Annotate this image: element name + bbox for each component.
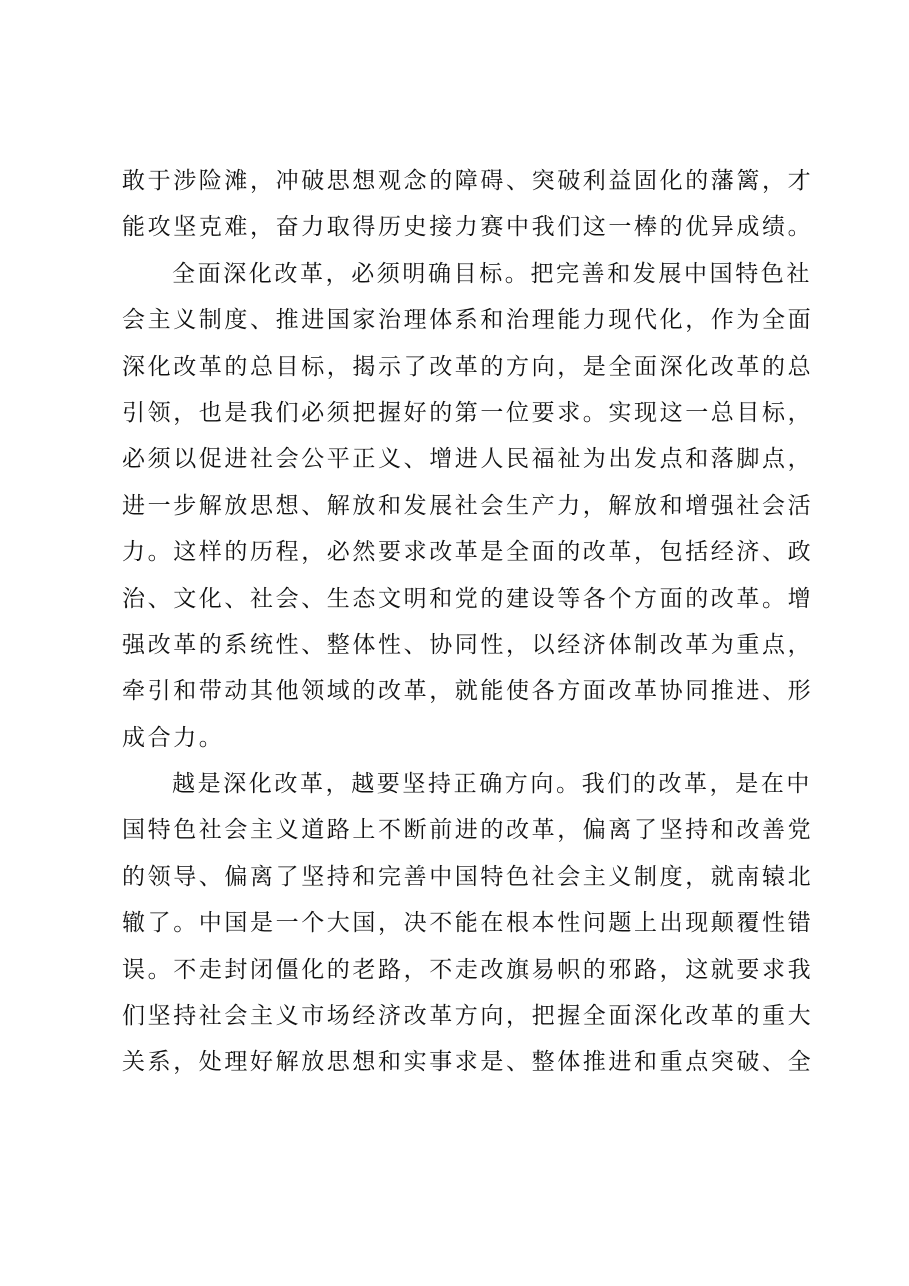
text-line: 力。这样的历程，必然要求改革是全面的改革，包括经济、政 <box>122 539 814 566</box>
text-line: 越是深化改革，越要坚持正确方向。我们的改革，是在中 <box>172 771 812 798</box>
text-line: 们坚持社会主义市场经济改革方向，把握全面深化改革的重大 <box>122 1003 814 1030</box>
text-line: 成合力。 <box>122 724 225 751</box>
text-line: 的领导、偏离了坚持和完善中国特色社会主义制度，就南辕北 <box>122 863 814 890</box>
text-line: 必须以促进社会公平正义、增进人民福祉为出发点和落脚点， <box>122 446 814 473</box>
text-line: 引领，也是我们必须把握好的第一位要求。实现这一总目标， <box>122 399 814 426</box>
text-line: 治、文化、社会、生态文明和党的建设等各个方面的改革。增 <box>122 585 814 612</box>
text-line: 强改革的系统性、整体性、协同性，以经济体制改革为重点， <box>122 631 814 658</box>
text-line: 深化改革的总目标，揭示了改革的方向，是全面深化改革的总 <box>122 353 814 380</box>
text-line: 会主义制度、推进国家治理体系和治理能力现代化，作为全面 <box>122 307 814 334</box>
text-line: 国特色社会主义道路上不断前进的改革，偏离了坚持和改善党 <box>122 817 814 844</box>
text-line: 辙了。中国是一个大国，决不能在根本性问题上出现颠覆性错 <box>122 910 814 937</box>
text-line: 全面深化改革，必须明确目标。把完善和发展中国特色社 <box>172 260 812 287</box>
text-line: 进一步解放思想、解放和发展社会生产力，解放和增强社会活 <box>122 492 814 519</box>
body-text <box>122 158 814 1086</box>
text-line: 敢于涉险滩，冲破思想观念的障碍、突破利益固化的藩篱，才 <box>122 168 814 194</box>
text-line: 关系，处理好解放思想和实事求是、整体推进和重点突破、全 <box>122 1049 814 1076</box>
text-line: 误。不走封闭僵化的老路，不走改旗易帜的邪路，这就要求我 <box>122 956 814 983</box>
text-line: 牵引和带动其他领域的改革，就能使各方面改革协同推进、形 <box>122 678 814 705</box>
text-line: 能攻坚克难，奋力取得历史接力赛中我们这一棒的优异成绩。 <box>122 214 814 241</box>
